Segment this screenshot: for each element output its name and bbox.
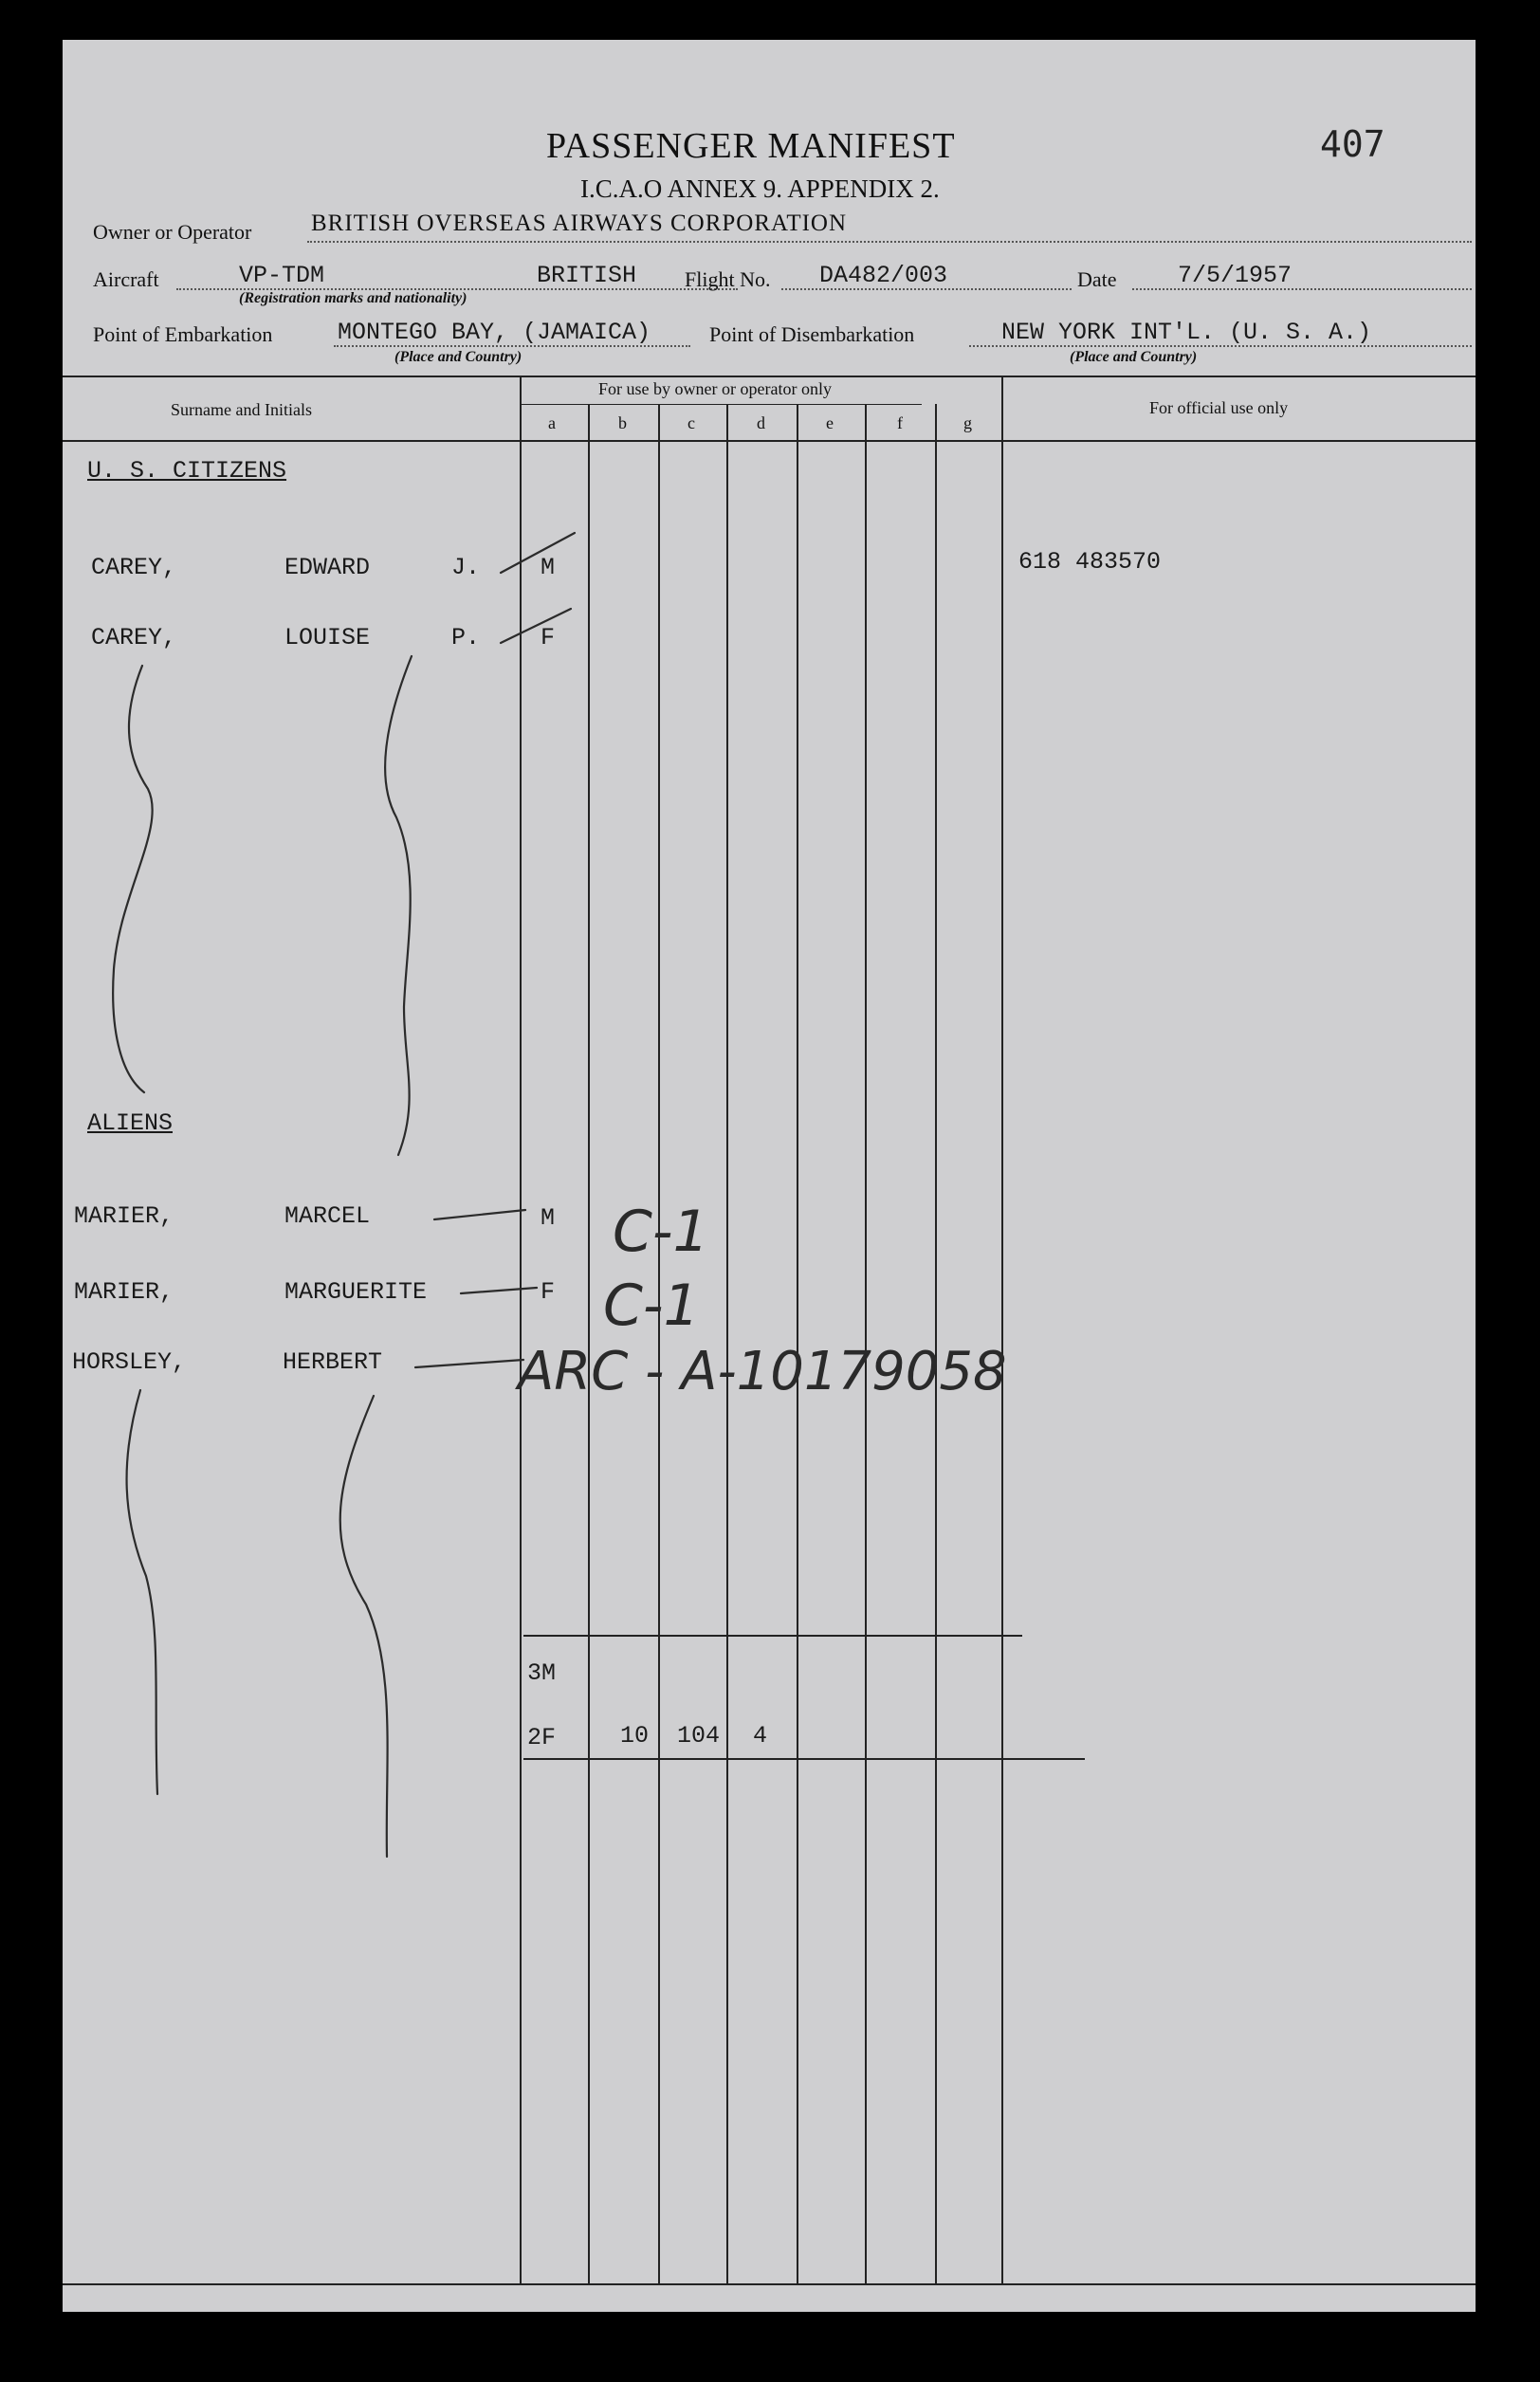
total-col-b: 10 <box>620 1722 650 1750</box>
handwritten-alien-registration: ARC - A-10179058 <box>518 1341 1007 1402</box>
col-header-f: f <box>897 413 903 432</box>
flight-label: Flight No. <box>685 267 771 291</box>
check-mark <box>501 609 571 643</box>
passenger-surname: MARIER, <box>74 1202 174 1230</box>
embark-label: Point of Embarkation <box>93 322 273 346</box>
passenger-sex: F <box>541 624 556 651</box>
date-label: Date <box>1077 267 1117 291</box>
section-citizens: U. S. CITIZENS <box>87 457 287 485</box>
passenger-sex: M <box>541 1204 556 1232</box>
disembark-value: NEW YORK INT'L. (U. S. A.) <box>1001 319 1372 346</box>
passenger-surname: MARIER, <box>74 1278 174 1306</box>
dash-stroke <box>415 1360 523 1367</box>
passenger-sex: M <box>541 554 556 581</box>
owner-label: Owner or Operator <box>93 220 252 244</box>
dash-stroke <box>461 1288 537 1293</box>
section-aliens: ALIENS <box>87 1109 174 1137</box>
registration-caption: (Registration marks and nationality) <box>239 290 468 306</box>
col-header-g: g <box>963 413 972 432</box>
total-col-d: 4 <box>753 1722 768 1750</box>
aircraft-value: VP-TDM <box>239 262 325 289</box>
total-male: 3M <box>527 1659 557 1687</box>
ditto-line <box>113 666 153 1092</box>
owner-value: BRITISH OVERSEAS AIRWAYS CORPORATION <box>311 211 848 236</box>
passenger-given: HERBERT <box>283 1348 383 1376</box>
document-subtitle: I.C.A.O ANNEX 9. APPENDIX 2. <box>580 174 940 203</box>
official-header: For official use only <box>1149 398 1289 417</box>
passenger-surname: HORSLEY, <box>72 1348 187 1376</box>
passenger-given: MARGUERITE <box>284 1278 428 1306</box>
col-header-e: e <box>826 413 834 432</box>
embark-caption: (Place and Country) <box>394 349 522 365</box>
owner-use-header: For use by owner or operator only <box>598 379 832 398</box>
check-mark <box>501 533 575 573</box>
date-value: 7/5/1957 <box>1178 262 1292 289</box>
ditto-line <box>340 1396 388 1857</box>
passenger-sex: F <box>541 1278 556 1306</box>
col-header-a: a <box>548 413 556 432</box>
document-title: PASSENGER MANIFEST <box>546 126 956 166</box>
page-number: 407 <box>1320 123 1385 165</box>
total-female: 2F <box>527 1724 557 1751</box>
passenger-surname: CAREY, <box>91 554 177 581</box>
passenger-given: LOUISE <box>284 624 371 651</box>
disembark-label: Point of Disembarkation <box>709 322 915 346</box>
aircraft-label: Aircraft <box>93 267 159 291</box>
handwritten-code: C-1 <box>603 1273 700 1339</box>
flight-value: DA482/003 <box>819 262 948 289</box>
passenger-surname: CAREY, <box>91 624 177 651</box>
passenger-given: EDWARD <box>284 554 371 581</box>
col-header-b: b <box>618 413 627 432</box>
total-col-c: 104 <box>677 1722 721 1750</box>
ditto-line <box>385 656 412 1155</box>
passenger-official: 618 483570 <box>1018 548 1162 576</box>
dash-stroke <box>434 1210 525 1219</box>
handwriting-strokes <box>63 40 1476 2312</box>
embark-value: MONTEGO BAY, (JAMAICA) <box>338 319 651 346</box>
manifest-page <box>63 40 1476 2312</box>
disembark-caption: (Place and Country) <box>1070 349 1198 365</box>
ditto-line <box>127 1390 157 1794</box>
passenger-initial: J. <box>451 554 481 581</box>
nationality-value: BRITISH <box>537 262 637 289</box>
passenger-initial: P. <box>451 624 481 651</box>
handwritten-code: C-1 <box>613 1199 709 1265</box>
col-header-d: d <box>757 413 765 432</box>
passenger-given: MARCEL <box>284 1202 371 1230</box>
col-header-c: c <box>688 413 695 432</box>
surname-header: Surname and Initials <box>171 400 312 419</box>
